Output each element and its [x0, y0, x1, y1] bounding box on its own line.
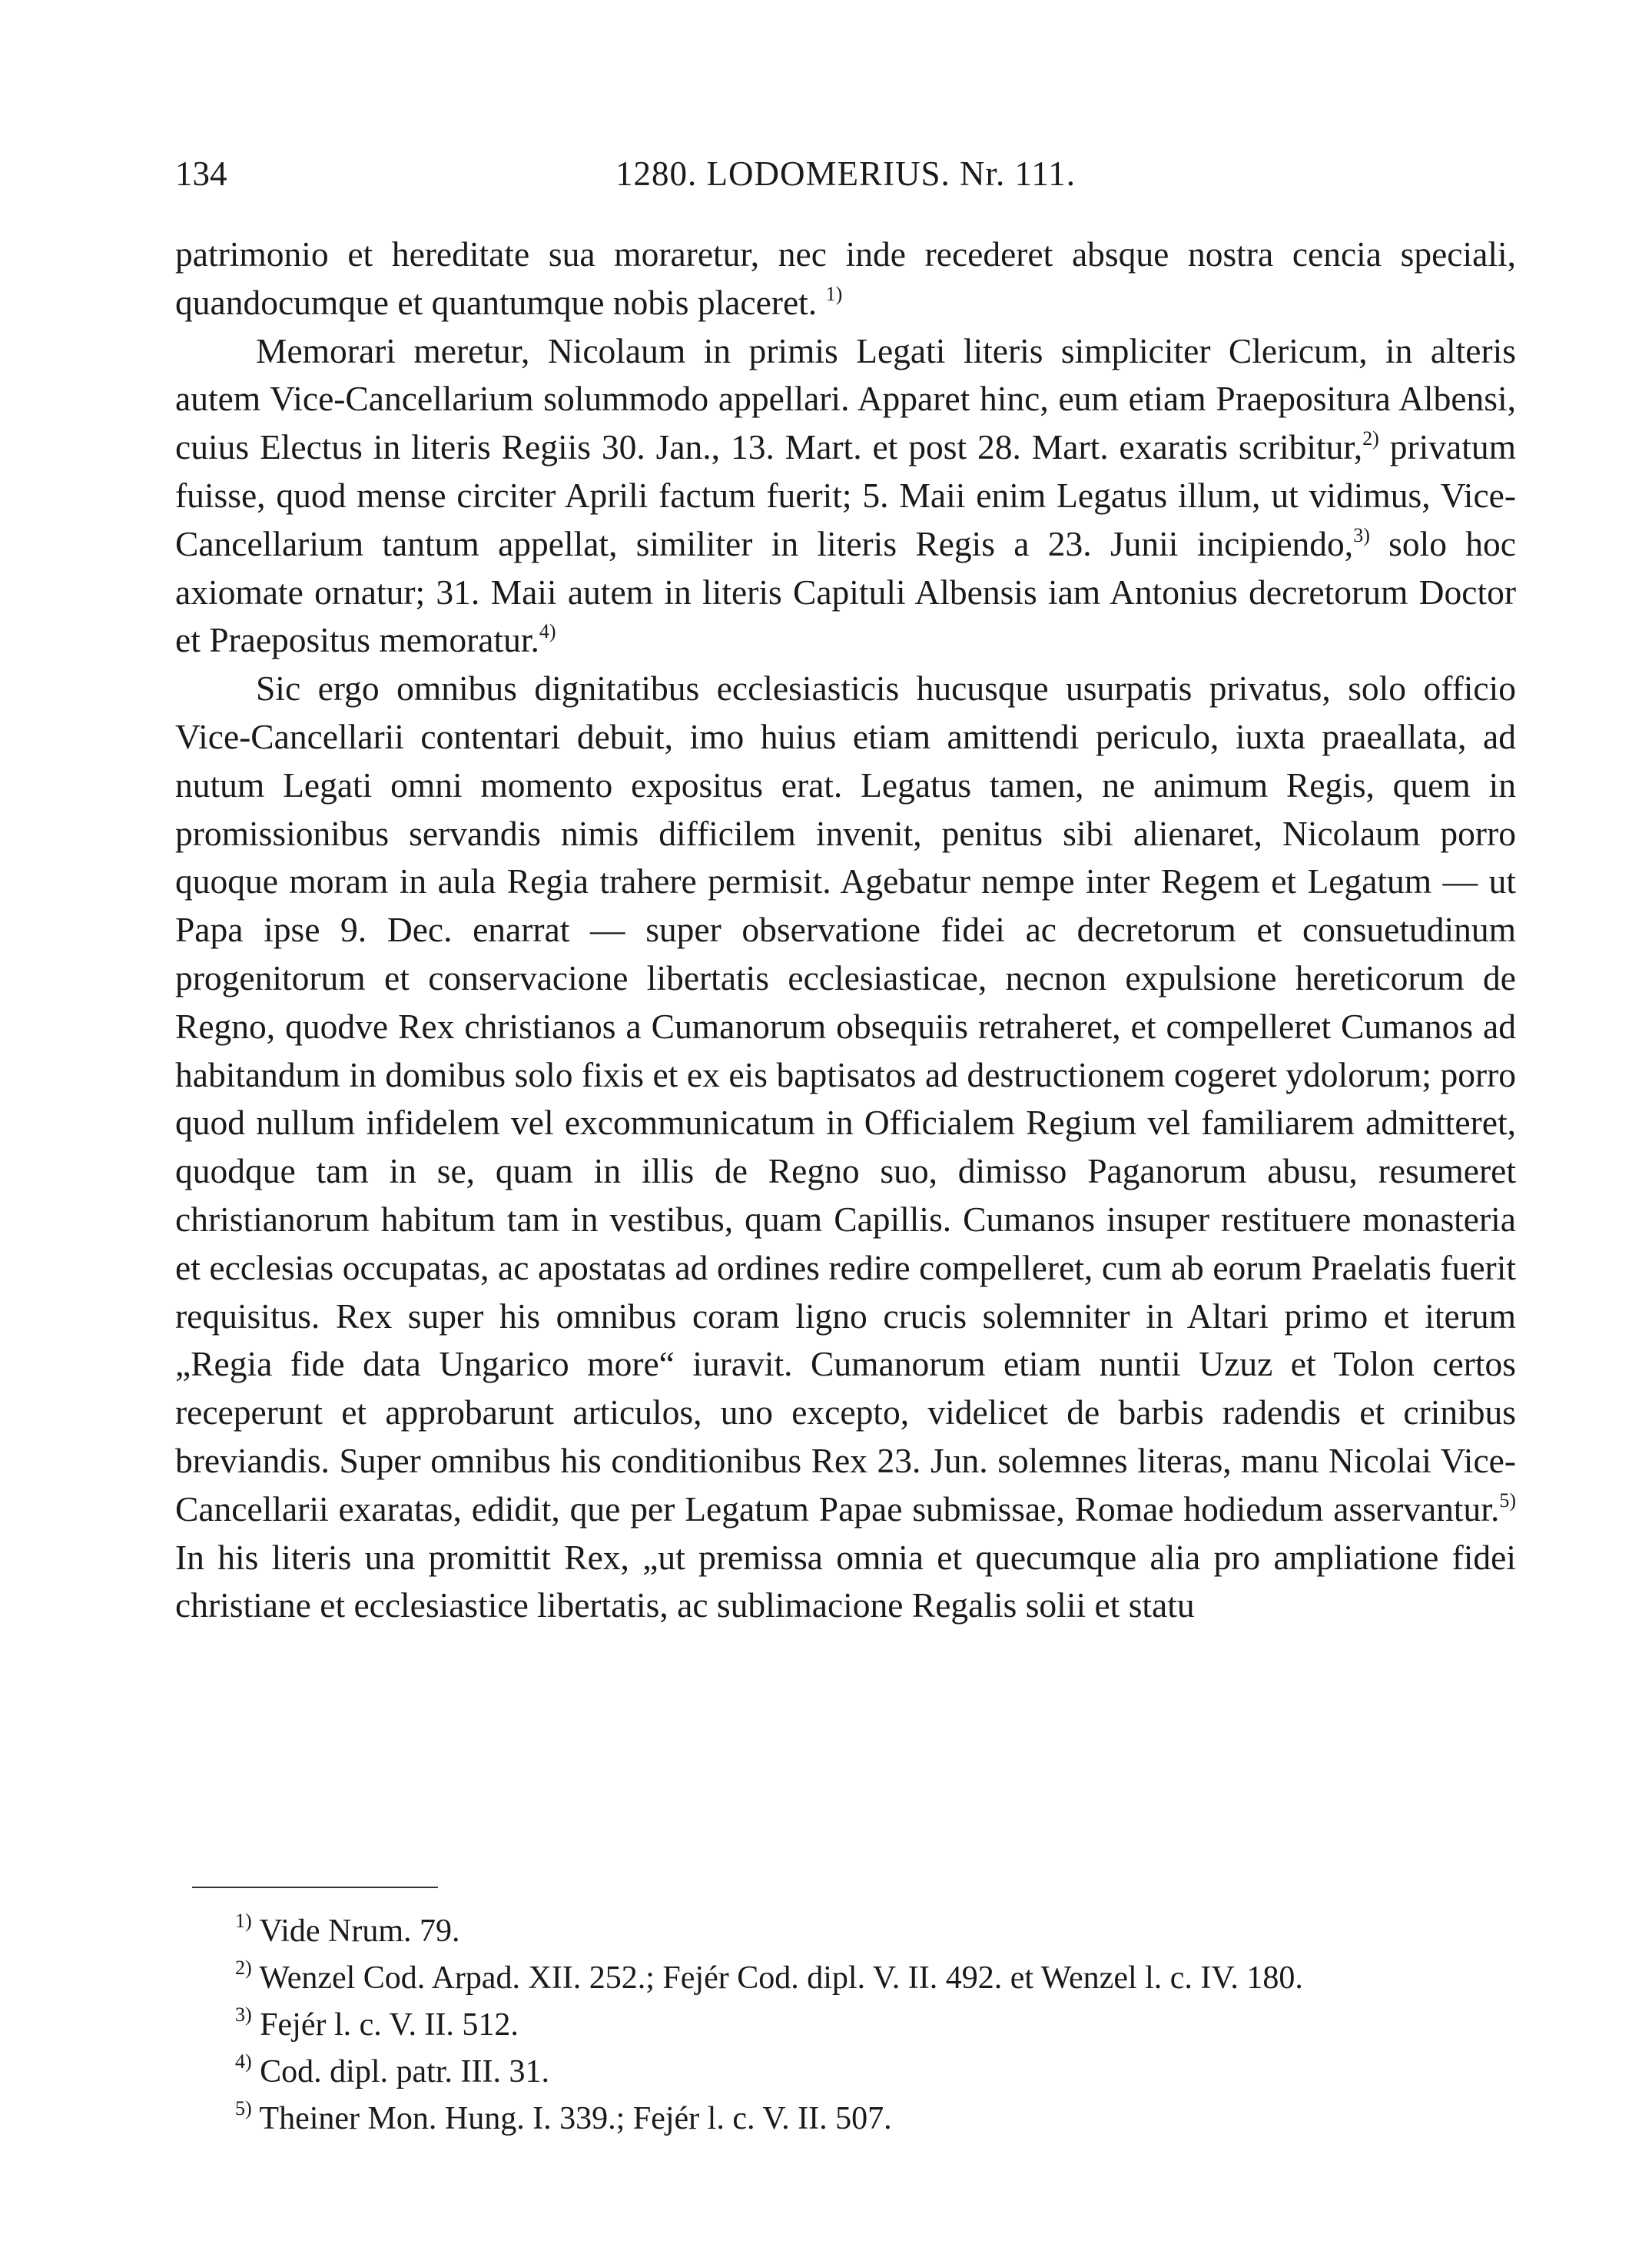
paragraph-2-text-a: Memorari meretur, Nicolaum in primis Legati literis simpliciter Clericum, in alteris autem Vice-Cancellarium solummodo appellari. Apparet hinc, eum etiam Praepositura Albensi, cuius Electus in literis Regiis 30. Jan., 13. Mart. et post 28. Mart. exaratis scribitur,	[175, 330, 1516, 467]
running-title: 1280. LODOMERIUS. Nr. 111.	[615, 154, 1076, 193]
footnote-mark: 1)	[235, 1910, 252, 1932]
paragraph-1	[175, 231, 1516, 327]
paragraph-2-text-b: privatum fuisse, quod mense circiter Aprili factum fuerit; 5. Maii enim Legatus illum, ut vidimus, Vice-Cancellarium tantum appellat, similiter in literis Regis a 23. Junii incipiendo,	[175, 427, 1516, 563]
footnote-text: Cod. dipl. patr. III. 31.	[260, 2054, 549, 2089]
footnote-4	[175, 2049, 1516, 2096]
footnote-mark: 5)	[235, 2097, 252, 2119]
footnote-mark: 3)	[235, 2003, 252, 2026]
footnote-text: Wenzel Cod. Arpad. XII. 252.; Fejér Cod. dipl. V. II. 492. et Wenzel l. c. IV. 180.	[259, 1960, 1303, 1996]
footnote-5	[175, 2096, 1516, 2143]
paragraph-2-text-c: solo hoc axiomate ornatur; 31. Maii autem in literis Capituli Albensis iam Antonius decretorum Doctor et Praepositus memoratur.	[175, 523, 1517, 660]
footnote-ref-2[interactable]: 2)	[1362, 427, 1379, 450]
paragraph-1-text: patrimonio et hereditate sua moraretur, nec inde recederet absque nostra cencia speciali, quandocumque et quantumque nobis placeret.	[175, 234, 1516, 322]
footnote-mark: 2)	[235, 1957, 252, 1979]
footnote-text: Fejér l. c. V. II. 512.	[260, 2007, 519, 2043]
footnote-ref-4[interactable]: 4)	[539, 620, 556, 643]
footnote-ref-5[interactable]: 5)	[1499, 1489, 1516, 1512]
paragraph-3-text-b: In his literis una promittit Rex, „ut premissa omnia et quecumque alia pro ampliatione fidei christiane et ecclesiastice libertatis, ac sublimacione Regalis solii et statu	[175, 1537, 1516, 1625]
footnote-divider	[192, 1887, 438, 1888]
paragraph-2	[175, 327, 1516, 665]
footnotes	[175, 1908, 1516, 2143]
footnote-mark: 4)	[235, 2050, 252, 2073]
footnote-ref-1[interactable]: 1)	[825, 282, 843, 305]
main-text	[175, 231, 1516, 1630]
footnote-1	[175, 1908, 1516, 1955]
footnote-ref-3[interactable]: 3)	[1353, 523, 1370, 546]
page-number: 134	[175, 154, 227, 193]
paragraph-3-text-a: Sic ergo omnibus dignitatibus ecclesiasticis hucusque usurpatis privatus, solo officio Vice-Cancellarii contentari debuit, imo huius etiam amittendi periculo, iuxta praeallata, ad nutum Legati omni momento expositus erat. Legatus tamen, ne animum Regis, quem in promissionibus servandis nimis difficilem invenit, penitus sibi alienaret, Nicolaum porro quoque moram in aula Regia trahere permisit. Agebatur nempe inter Regem et Legatum — ut Papa ipse 9. Dec. enarrat — super observatione fidei ac decretorum et consuetudinum progenitorum et conservacione libertatis ecclesiasticae, necnon expulsione hereticorum de Regno, quodve Rex christianos a Cumanorum obsequiis retraheret, et compelleret Cumanos ad habitandum in domibus solo fixis et ex eis baptisatos ad destructionem cogeret ydolorum; porro quod nullum infidelem vel excommunicatum in Officialem Regium vel familiarem admitteret, quodque tam in se, quam in illis de Regno suo, dimisso Paganorum abusu, resumeret christianorum habitum tam in vestibus, quam Capillis. Cumanos insuper restituere monasteria et ecclesias occupatas, ac apostatas ad ordines redire compelleret, cum ab eorum Praelatis fuerit requisitus. Rex super his omnibus coram ligno crucis solemniter in Altari primo et iterum „Regia fide data Ungarico more“ iuravit. Cumanorum etiam nuntii Uzuz et Tolon certos receperunt et approbarunt articulos, uno excepto, videlicet de barbis radendis et crinibus breviandis. Super omnibus his conditionibus Rex 23. Jun. solemnes literas, manu Nicolai Vice-Cancellarii exaratas, edidit, que per Legatum Papae submissae, Romae hodiedum asservantur.	[175, 669, 1516, 1528]
footnote-text: Vide Nrum. 79.	[259, 1914, 460, 1949]
footnote-3	[175, 2002, 1516, 2049]
page-header	[175, 151, 1516, 197]
footnote-2	[175, 1955, 1516, 2002]
paragraph-3	[175, 665, 1516, 1630]
footnote-text: Theiner Mon. Hung. I. 339.; Fejér l. c. V. II. 507.	[259, 2101, 892, 2136]
